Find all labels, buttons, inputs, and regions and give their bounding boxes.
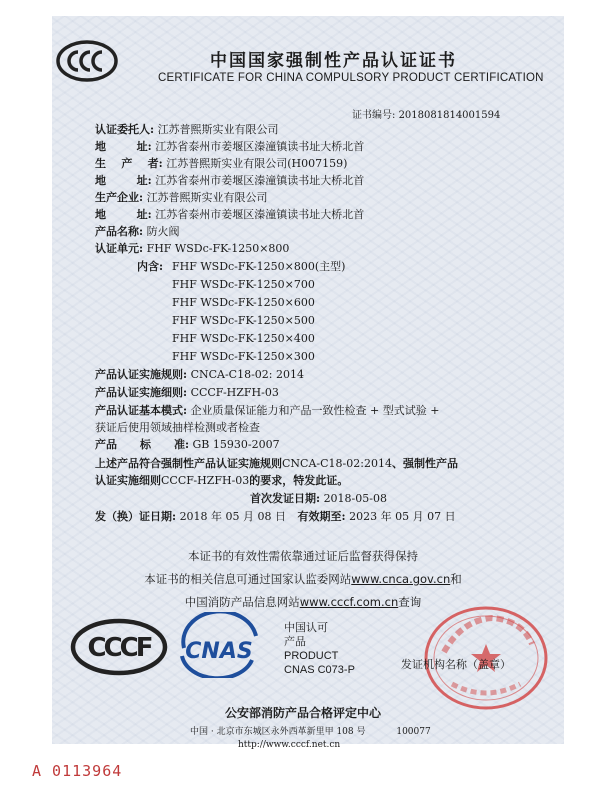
field-maker: 生 产 者: 江苏普熙斯实业有限公司(H007159) bbox=[95, 157, 348, 170]
first-issue-date: 首次发证日期: 2018-05-08 bbox=[250, 492, 387, 505]
field-factory: 生产企业: 江苏普熙斯实业有限公司 bbox=[95, 191, 268, 204]
certificate-title-en: CERTIFICATE FOR CHINA COMPULSORY PRODUCT CERTIFICATION bbox=[158, 72, 544, 84]
cnca-website-link[interactable]: www.cnca.gov.cn bbox=[351, 572, 451, 586]
field-unit: 认证单元: FHF WSDc-FK-1250×800 bbox=[95, 242, 290, 255]
field-detail: 产品认证实施细则: CCCF-HZFH-03 bbox=[95, 386, 279, 399]
cnca-website-statement: 本证书的相关信息可通过国家认监委网站www.cnca.gov.cn和 bbox=[144, 572, 462, 586]
issuer-signature-label: 发证机构名称（盖章） bbox=[401, 658, 511, 671]
field-standard: 产品 标 准: GB 15930-2007 bbox=[95, 438, 280, 451]
certificate-number bbox=[352, 106, 500, 121]
conformity-line-1: 上述产品符合强制性产品认证实施规则CNCA-C18-02:2014、强制性产品 bbox=[95, 457, 458, 470]
certificate-number-label: 证书编号: bbox=[352, 110, 396, 121]
model-list-item: FHF WSDc-FK-1250×500 bbox=[172, 314, 315, 327]
cccf-logo-icon bbox=[70, 618, 168, 676]
field-client: 认证委托人: 江苏普熙斯实业有限公司 bbox=[95, 123, 279, 136]
validity-statement: 本证书的有效性需依靠通过证后监督获得保持 bbox=[188, 549, 418, 563]
field-product: 产品名称: 防火阀 bbox=[95, 225, 180, 238]
issuer-website[interactable]: http://www.cccf.net.cn bbox=[238, 740, 341, 750]
cnas-text-line: CNAS C073-P bbox=[284, 664, 355, 676]
field-mode: 产品认证基本模式: 企业质量保证能力和产品一致性检查 + 型式试验 + bbox=[95, 404, 440, 417]
issuer-organization: 公安部消防产品合格评定中心 bbox=[224, 706, 381, 720]
cnas-text-line: PRODUCT bbox=[284, 650, 339, 662]
cnas-logo-icon bbox=[176, 612, 262, 678]
cccf-website-link[interactable]: www.cccf.com.cn bbox=[299, 595, 399, 609]
field-contains-label: 内含: bbox=[137, 260, 164, 273]
certificate-number-value: 2018081814001594 bbox=[398, 110, 501, 121]
issuer-address: 中国 · 北京市东城区永外西革新里甲 108 号 100077 bbox=[190, 727, 431, 737]
ccc-logo-icon bbox=[56, 40, 118, 82]
field-maker-address: 地 址: 江苏省泰州市姜堰区溱潼镇读书址大桥北首 bbox=[95, 174, 365, 187]
conformity-line-2: 认证实施细则CCCF-HZFH-03的要求，特发此证。 bbox=[95, 474, 349, 487]
issue-date-row: 发（换）证日期: 2018 年 05 月 08 日 有效期至: 2023 年 05 月 07 日 bbox=[95, 510, 456, 523]
model-list-item: FHF WSDc-FK-1250×700 bbox=[172, 278, 315, 291]
cccf-logo-text: CCCF bbox=[87, 633, 151, 663]
model-list-item: FHF WSDc-FK-1250×800(主型) bbox=[172, 260, 346, 273]
certificate-title-cn: 中国国家强制性产品认证证书 bbox=[210, 51, 457, 71]
cccf-website-statement: 中国消防产品信息网站www.cccf.com.cn查询 bbox=[184, 595, 422, 609]
cnas-text-line: 中国认可 bbox=[284, 622, 328, 634]
cnas-text-line: 产品 bbox=[284, 636, 306, 648]
model-list-item: FHF WSDc-FK-1250×300 bbox=[172, 350, 315, 363]
field-rule: 产品认证实施规则: CNCA-C18-02: 2014 bbox=[95, 368, 305, 381]
serial-number: A 0113964 bbox=[32, 762, 123, 780]
cnas-logo-text: CNAS bbox=[185, 639, 253, 664]
model-list-item: FHF WSDc-FK-1250×600 bbox=[172, 296, 315, 309]
field-client-address: 地 址: 江苏省泰州市姜堰区溱潼镇读书址大桥北首 bbox=[95, 140, 365, 153]
field-mode-line2: 获证后使用领域抽样检测或者检查 bbox=[95, 421, 260, 434]
model-list-item: FHF WSDc-FK-1250×400 bbox=[172, 332, 315, 345]
field-factory-address: 地 址: 江苏省泰州市姜堰区溱潼镇读书址大桥北首 bbox=[95, 208, 365, 221]
